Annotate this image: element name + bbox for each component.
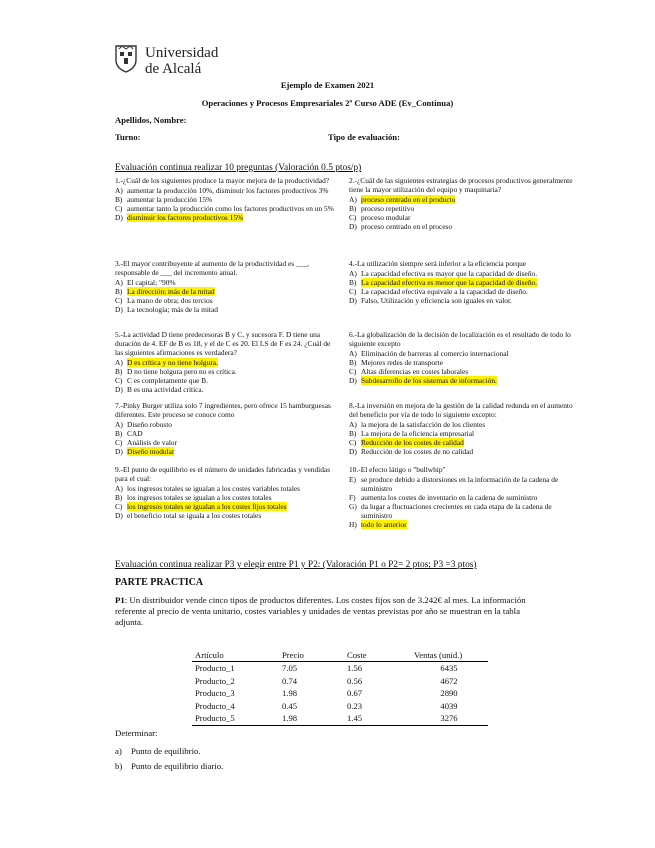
subquestion-text: Punto de equilibrio diario. [131,761,224,771]
question-option [349,195,574,204]
question-option [349,287,574,296]
option-text: la mejora de la satisfacción de los clientes [361,420,486,429]
table-cell: 0.74 [282,675,298,686]
question-5 [115,330,340,394]
option-letter: G) [349,502,357,511]
table-body [192,662,488,726]
option-letter: D) [349,447,357,456]
question-option [115,287,340,296]
question-option [349,349,574,358]
question-option [349,520,574,529]
question-text: 6.-La globalización de la decisión de localización es el resultado de todo lo siguiente excepto [349,330,571,348]
tipo-evaluacion-label: Tipo de evaluación: [328,132,400,142]
option-letter: C) [349,367,357,376]
option-text: Eliminación de barreras al comercio internacional [361,349,509,358]
option-text-highlighted: Subdesarrollo de los sistemas de información. [361,376,497,385]
table-row [192,712,488,725]
question-option [115,278,340,287]
option-text: La mano de obra; dos tercios [127,296,213,305]
option-letter: B) [115,195,123,204]
option-letter: A) [349,269,357,278]
question-option [349,376,574,385]
table-row [192,700,488,713]
option-letter: B) [349,278,357,287]
subquestion-letter: a) [115,746,122,756]
turno-label: Turno: [115,132,141,142]
table-cell: Producto_2 [195,675,235,686]
option-letter: C) [115,376,123,385]
question-text: 5.-La actividad D tiene predecesoras B y C, y sucesora F. D tiene una duración de 4. EF de B es 18, y el de C es 20. El LS de F es 24. ¿Cuál de las siguientes afirmaciones es verdadera? [115,330,331,357]
table-cell: 3276 [411,712,488,725]
question-6 [349,330,574,385]
option-letter: D) [115,385,123,394]
option-letter: C) [349,438,357,447]
option-letter: B) [115,429,123,438]
option-text-highlighted: Diseño modular [127,447,175,456]
option-letter: B) [349,204,357,213]
university-name-line2: de Alcalá [145,61,202,77]
subquestion-letter: b) [115,761,123,771]
table-header-articulo: Artículo [192,649,279,662]
option-text: Mejores redes de transporte [361,358,443,367]
table-header-precio: Precio [279,649,344,662]
table-cell: Producto_1 [195,663,235,673]
option-text-highlighted: los ingresos totales se igualan a los costes fijos totales [127,502,287,511]
question-option [115,385,340,394]
name-label: Apellidos, Nombre: [115,115,187,125]
option-letter: A) [115,484,123,493]
option-text: C es completamente que B. [127,376,209,385]
question-text: 8.-La inversión en mejora de la gestión de la calidad redunda en el aumento del beneficio por vía de todo lo siguiente excepto: [349,401,573,419]
parte-practica-heading: PARTE PRACTICA [115,577,204,588]
option-text: CAD [127,429,143,438]
question-option [349,358,574,367]
option-text: B es una actividad crítica. [127,385,204,394]
option-text-highlighted: La dirección; más de la mitad [127,287,215,296]
option-letter: C) [349,213,357,222]
option-text: Falso, Utilización y eficiencia son iguales en valor. [361,296,512,305]
university-name [145,45,218,77]
question-option [349,222,574,231]
option-text: aumenta los costes de inventario en la cadena de suministro [361,493,538,502]
option-text-highlighted: Reducción de los costes de calidad [361,438,464,447]
option-text: aumentar la producción 15% [127,195,213,204]
question-option [115,447,340,456]
option-letter: B) [115,493,123,502]
products-table [192,649,488,726]
option-text: Reducción de los costes de no calidad [361,447,474,456]
question-option [115,195,340,204]
option-text: aumentar la producción 10%, disminuir los factores productivos 3% [127,186,329,195]
question-7 [115,401,340,456]
question-option [115,367,340,376]
question-8 [349,401,574,456]
table-cell: 0.67 [347,688,363,698]
subquestion-b [115,761,223,771]
question-option [115,358,340,367]
table-cell: 4039 [440,700,458,711]
option-letter: D) [115,511,123,520]
table-cell: 4672 [440,675,458,686]
question-text: 9.-El punto de equilibrio es el número de unidades fabricadas y vendidas para el cual: [115,465,331,483]
table-cell: 0.23 [347,700,363,711]
option-letter: D) [115,213,123,222]
question-text: 1.-¿Cuál de los siguientes produce la mayor mejora de la productividad? [115,176,330,185]
table-cell: 7.05 [282,663,298,673]
question-3 [115,259,340,314]
option-text: Análisis de valor [127,438,178,447]
option-letter: B) [115,367,123,376]
table-header-row [192,649,488,662]
option-text: D no tiene holgura pero no es crítica. [127,367,237,376]
question-option [115,204,340,213]
question-option [349,296,574,305]
question-text: 10.-El efecto látigo o "bullwhip" [349,465,446,474]
exam-subtitle: Operaciones y Procesos Empresariales 2º Curso ADE (Ev_Continua) [201,98,454,108]
option-letter: D) [349,222,357,231]
option-letter: A) [115,420,123,429]
table-header-coste: Coste [344,649,411,662]
table-cell: Producto_5 [192,712,279,725]
question-option [115,493,340,502]
option-letter: D) [349,376,357,385]
option-text: los ingresos totales se igualan a los costes variables totales [127,484,301,493]
question-text: 4.-La utilización siempre será inferior a la eficiencia porque [349,259,527,268]
table-cell: 1.56 [347,663,363,673]
question-option [115,420,340,429]
option-letter: E) [349,475,356,484]
question-option [115,502,340,511]
problem-p1-text: : Un distribuidor vende cinco tipos de productos diferentes. Los costes fijos son de 3.242€ al mes. La información referente al precio de venta unitario, costes variables y unidades de ventas previstas por año se muestran en la tabla adjunta. [115,595,526,627]
option-text-highlighted: D es crítica y no tiene holgura. [127,358,218,367]
option-text-highlighted: La capacidad efectiva es menor que la capacidad de diseño. [361,278,538,287]
option-letter: B) [349,429,357,438]
table-cell: 2890 [440,688,458,698]
option-letter: C) [115,296,123,305]
table-cell: 0.56 [347,675,363,686]
option-text: El capital; "90% [127,278,176,287]
option-letter: B) [349,358,357,367]
table-cell: 0.45 [282,700,298,711]
option-letter: A) [349,420,357,429]
question-option [115,213,340,222]
option-letter: B) [115,287,123,296]
option-letter: A) [115,186,123,195]
option-text: aumentar tanto la producción como los factores productivos en un 5% [127,204,334,213]
option-text: da lugar a fluctuaciones crecientes en cada etapa de la cadena de suministro [361,502,552,520]
question-option [115,429,340,438]
question-option [115,511,340,520]
option-text: La tecnología; más de la mitad [127,305,218,314]
question-text: 3.-El mayor contribuyente al aumento de la productividad es ___, responsable de ___ del incremento anual. [115,259,309,277]
university-logo [113,44,263,78]
question-option [349,438,574,447]
question-option [349,447,574,456]
option-letter: D) [115,447,123,456]
university-crest-icon [113,44,139,74]
table-cell: Producto_3 [195,688,235,698]
section-continua-questions: Evaluación continua realizar 10 preguntas (Valoración 0.5 ptos/p) [115,163,362,173]
question-text: 2.-¿Cuál de las siguientes estrategias de procesos productivos generalmente tiene la mayor utilización del equipo y maquinaria? [349,176,573,194]
option-letter: A) [349,195,357,204]
question-option [349,278,574,287]
option-letter: D) [349,296,357,305]
question-4 [349,259,574,305]
option-letter: A) [115,358,123,367]
subquestion-a [115,746,201,756]
option-letter: C) [115,204,123,213]
option-letter: C) [115,502,123,511]
question-option [349,429,574,438]
table-cell: Producto_4 [195,700,235,711]
option-text-highlighted: proceso centrado en el producto [361,195,456,204]
option-text: el beneficio total se iguala a los costes totales [127,511,262,520]
option-text: proceso modular [361,213,411,222]
option-text: Diseño robusto [127,420,172,429]
option-text: La capacidad efectiva equivale a la capacidad de diseño. [361,287,528,296]
question-option [349,367,574,376]
question-1 [115,176,340,222]
option-text: La capacidad efectiva es mayor que la capacidad de diseño. [361,269,538,278]
question-option [115,186,340,195]
option-letter: D) [115,305,123,314]
question-option [349,213,574,222]
option-letter: C) [115,438,123,447]
option-text: proceso repetitivo [361,204,415,213]
question-option [115,484,340,493]
question-option [115,376,340,385]
option-letter: A) [349,349,357,358]
section-continua-problems: Evaluación continua realizar P3 y elegir entre P1 y P2: (Valoración P1 o P2= 2 ptos; P3 =3 ptos) [115,560,477,570]
option-letter: C) [349,287,357,296]
question-option [115,296,340,305]
question-option [349,475,574,493]
subquestion-text: Punto de equilibrio. [131,746,201,756]
determinar-label: Determinar: [115,728,158,738]
university-name-line1: Universidad [145,45,219,61]
table-row [192,675,488,688]
question-option [349,502,574,520]
option-text: Altas diferencias en costes laborales [361,367,469,376]
question-2 [349,176,574,231]
table-row [192,662,488,675]
table-header-ventas: Ventas (unid.) [411,649,488,662]
problem-p1-label: P1 [115,595,125,605]
question-option [349,493,574,502]
option-text: se produce debido a distorsiones en la información de la cadena de suministro [361,475,559,493]
question-option [349,420,574,429]
option-text-highlighted: todo lo anterior [361,520,407,529]
question-text: 7.-Pinky Burger utiliza solo 7 ingredientes, pero ofrece 15 hamburguesas diferentes. Este proceso se conoce como [115,401,331,419]
option-letter: F) [349,493,356,502]
question-9 [115,465,340,520]
question-option [349,204,574,213]
table-row [192,687,488,700]
question-option [115,305,340,314]
question-10 [349,465,574,529]
table-cell: 1.98 [282,688,298,698]
option-text-highlighted: disminuir los factores productivos 15% [127,213,244,222]
table-cell: 6435 [440,663,458,673]
question-option [349,269,574,278]
option-text: proceso centrado en el proceso [361,222,453,231]
option-text: los ingresos totales se igualan a los costes totales [127,493,272,502]
table-cell: 1.45 [344,712,411,725]
option-letter: A) [115,278,123,287]
option-letter: H) [349,520,357,529]
table-cell: 1.98 [279,712,344,725]
problem-p1 [115,595,545,628]
question-option [115,438,340,447]
option-text: La mejora de la eficiencia empresarial [361,429,475,438]
exam-title: Ejemplo de Examen 2021 [280,80,375,90]
